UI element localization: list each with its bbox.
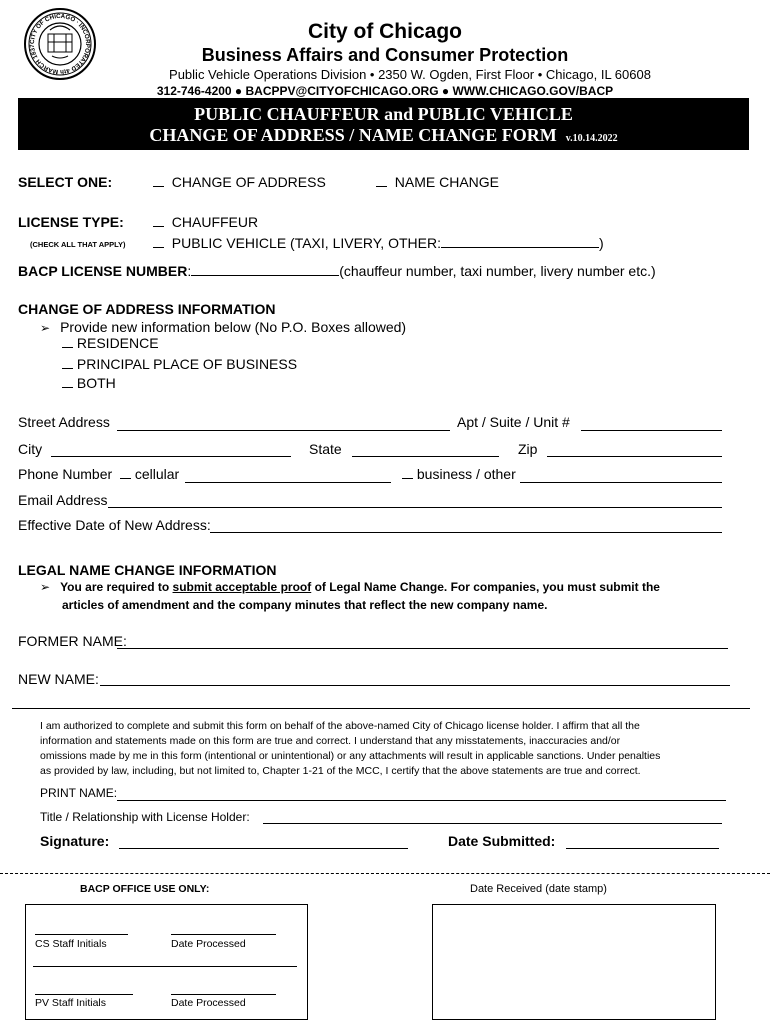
option-label: BOTH: [76, 375, 116, 391]
effective-date-field[interactable]: [210, 532, 722, 533]
arrow-bullet-icon: ➢: [40, 580, 51, 594]
division-address: Public Vehicle Operations Division • 2350 W. Ogden, First Floor • Chicago, IL 60608: [169, 67, 651, 82]
state-label: State: [309, 441, 342, 457]
date-received-label: Date Received (date stamp): [470, 883, 607, 895]
attestation-line: as provided by law, including, but not limited to, Chapter 1-21 of the MCC, I certify that the above statements are true and correct.: [40, 765, 641, 777]
effective-date-label: Effective Date of New Address:: [18, 517, 211, 533]
print-name-label: PRINT NAME:: [40, 786, 118, 800]
new-name-label: NEW NAME:: [18, 671, 99, 687]
phone-label: Phone Number: [18, 466, 113, 482]
office-use-title: BACP OFFICE USE ONLY:: [80, 883, 210, 895]
option-change-of-address[interactable]: [153, 174, 326, 190]
city-field[interactable]: [51, 456, 291, 457]
arrow-bullet-icon: ➢: [40, 321, 51, 335]
pv-initials-field[interactable]: [35, 994, 133, 995]
pv-initials-label: PV Staff Initials: [35, 997, 107, 1009]
banner-line-2: CHANGE OF ADDRESS / NAME CHANGE FORM: [149, 125, 557, 145]
signature-label: Signature:: [40, 833, 110, 849]
business-checkbox[interactable]: [402, 466, 413, 479]
name-section-title: LEGAL NAME CHANGE INFORMATION: [18, 562, 277, 578]
option-label: PUBLIC VEHICLE (TAXI, LIVERY, OTHER:: [171, 235, 441, 251]
checkbox-blank[interactable]: [62, 375, 73, 388]
title-relationship-field[interactable]: [263, 823, 722, 824]
form-version: v.10.14.2022: [565, 133, 618, 144]
option-label: PRINCIPAL PLACE OF BUSINESS: [76, 356, 298, 372]
former-name-label: FORMER NAME:: [18, 633, 127, 649]
option-chauffeur[interactable]: [153, 214, 258, 230]
title-relationship-label: Title / Relationship with License Holder:: [40, 810, 250, 824]
option-both[interactable]: [62, 375, 116, 391]
city-label: City: [18, 441, 43, 457]
checkbox-blank[interactable]: [153, 174, 164, 187]
option-principal-place[interactable]: [62, 356, 297, 372]
select-one-label: SELECT ONE:: [18, 174, 113, 190]
option-label: RESIDENCE: [76, 335, 159, 351]
option-label: NAME CHANGE: [394, 174, 500, 190]
license-number-label: BACP LICENSE NUMBER: [18, 263, 188, 279]
apt-field[interactable]: [581, 430, 722, 431]
form-title-banner: [18, 98, 749, 150]
checkbox-blank[interactable]: [153, 214, 164, 227]
city-title: City of Chicago: [307, 20, 462, 43]
street-address-label: Street Address: [18, 414, 110, 430]
license-type-label: LICENSE TYPE:: [18, 214, 124, 230]
bullet-text-post: of Legal Name Change. For companies, you must submit the: [311, 580, 660, 594]
business-field[interactable]: [520, 482, 722, 483]
street-address-field[interactable]: [117, 430, 450, 431]
checkbox-blank[interactable]: [376, 174, 387, 187]
department-title: Business Affairs and Consumer Protection: [201, 45, 569, 65]
attestation-line: information and statements made on this form are true and correct. I understand that any misstatements, inaccuracies and/or: [40, 735, 621, 747]
checkbox-blank[interactable]: [153, 235, 164, 248]
option-name-change[interactable]: [376, 174, 499, 190]
dashed-divider: [0, 873, 770, 874]
check-all-note: (CHECK ALL THAT APPLY): [30, 240, 126, 249]
paren-close: ): [598, 235, 604, 251]
bullet-text-underlined: submit acceptable proof: [172, 580, 312, 594]
contact-line: 312-746-4200 ● BACPPV@CITYOFCHICAGO.ORG ● WWW.CHICAGO.GOV/BACP: [156, 84, 614, 98]
date-submitted-label: Date Submitted:: [448, 833, 556, 849]
business-phone: [402, 466, 516, 482]
bullet-text: Provide new information below (No P.O. Boxes allowed): [60, 319, 407, 335]
cs-initials-label: CS Staff Initials: [35, 938, 107, 950]
phone-row: [18, 466, 179, 482]
option-residence[interactable]: [62, 335, 159, 351]
business-label: business / other: [416, 466, 516, 482]
date-processed-label-2: Date Processed: [171, 997, 246, 1009]
banner-line-1: PUBLIC CHAUFFEUR and PUBLIC VEHICLE: [194, 104, 573, 124]
cs-initials-field[interactable]: [35, 934, 128, 935]
checkbox-blank[interactable]: [62, 356, 73, 369]
new-name-field[interactable]: [100, 685, 730, 686]
former-name-field[interactable]: [117, 648, 728, 649]
checkbox-blank[interactable]: [62, 335, 73, 348]
option-label: CHANGE OF ADDRESS: [171, 174, 326, 190]
license-number-field[interactable]: [191, 274, 339, 276]
apt-label: Apt / Suite / Unit #: [457, 414, 570, 430]
license-number-row: [18, 263, 656, 279]
name-bullet-line2: articles of amendment and the company minutes that reflect the new company name.: [62, 598, 548, 612]
address-bullet: [40, 319, 406, 335]
option-label: CHAUFFEUR: [171, 214, 259, 230]
office-box-divider: [33, 966, 297, 967]
zip-field[interactable]: [547, 456, 722, 457]
date-submitted-field[interactable]: [566, 848, 719, 849]
cellular-label: cellular: [134, 466, 180, 482]
option-public-vehicle[interactable]: [153, 235, 604, 251]
email-label: Email Address: [18, 492, 108, 508]
date-processed-label-1: Date Processed: [171, 938, 246, 950]
attestation-line: I am authorized to complete and submit this form on behalf of the above-named City of Chicago license holder. I affirm that all the: [40, 720, 640, 732]
other-type-field[interactable]: [441, 246, 599, 248]
date-stamp-box[interactable]: [432, 904, 716, 1020]
cellular-field[interactable]: [185, 482, 391, 483]
divider: [12, 708, 750, 709]
svg-text:CITY OF CHICAGO · INCORPORATED: CITY OF CHICAGO · INCORPORATED 4th MARCH 1837: [28, 12, 92, 76]
colon: :: [187, 263, 192, 279]
zip-label: Zip: [518, 441, 538, 457]
signature-field[interactable]: [119, 848, 408, 849]
cellular-checkbox[interactable]: [120, 466, 131, 479]
bullet-text-pre: You are required to: [60, 580, 173, 594]
attestation-line: omissions made by me in this form (intentional or unintentional) or any attachments will result in applicable sanctions. Under penalties: [40, 750, 661, 762]
state-field[interactable]: [352, 456, 499, 457]
name-bullet: [40, 580, 660, 594]
print-name-field[interactable]: [117, 800, 726, 801]
date-processed-field-2[interactable]: [171, 994, 276, 995]
license-number-hint: (chauffeur number, taxi number, livery number etc.): [339, 263, 656, 279]
email-field[interactable]: [108, 507, 722, 508]
date-processed-field-1[interactable]: [171, 934, 276, 935]
attestation-text: [40, 719, 740, 779]
address-section-title: CHANGE OF ADDRESS INFORMATION: [18, 301, 276, 317]
